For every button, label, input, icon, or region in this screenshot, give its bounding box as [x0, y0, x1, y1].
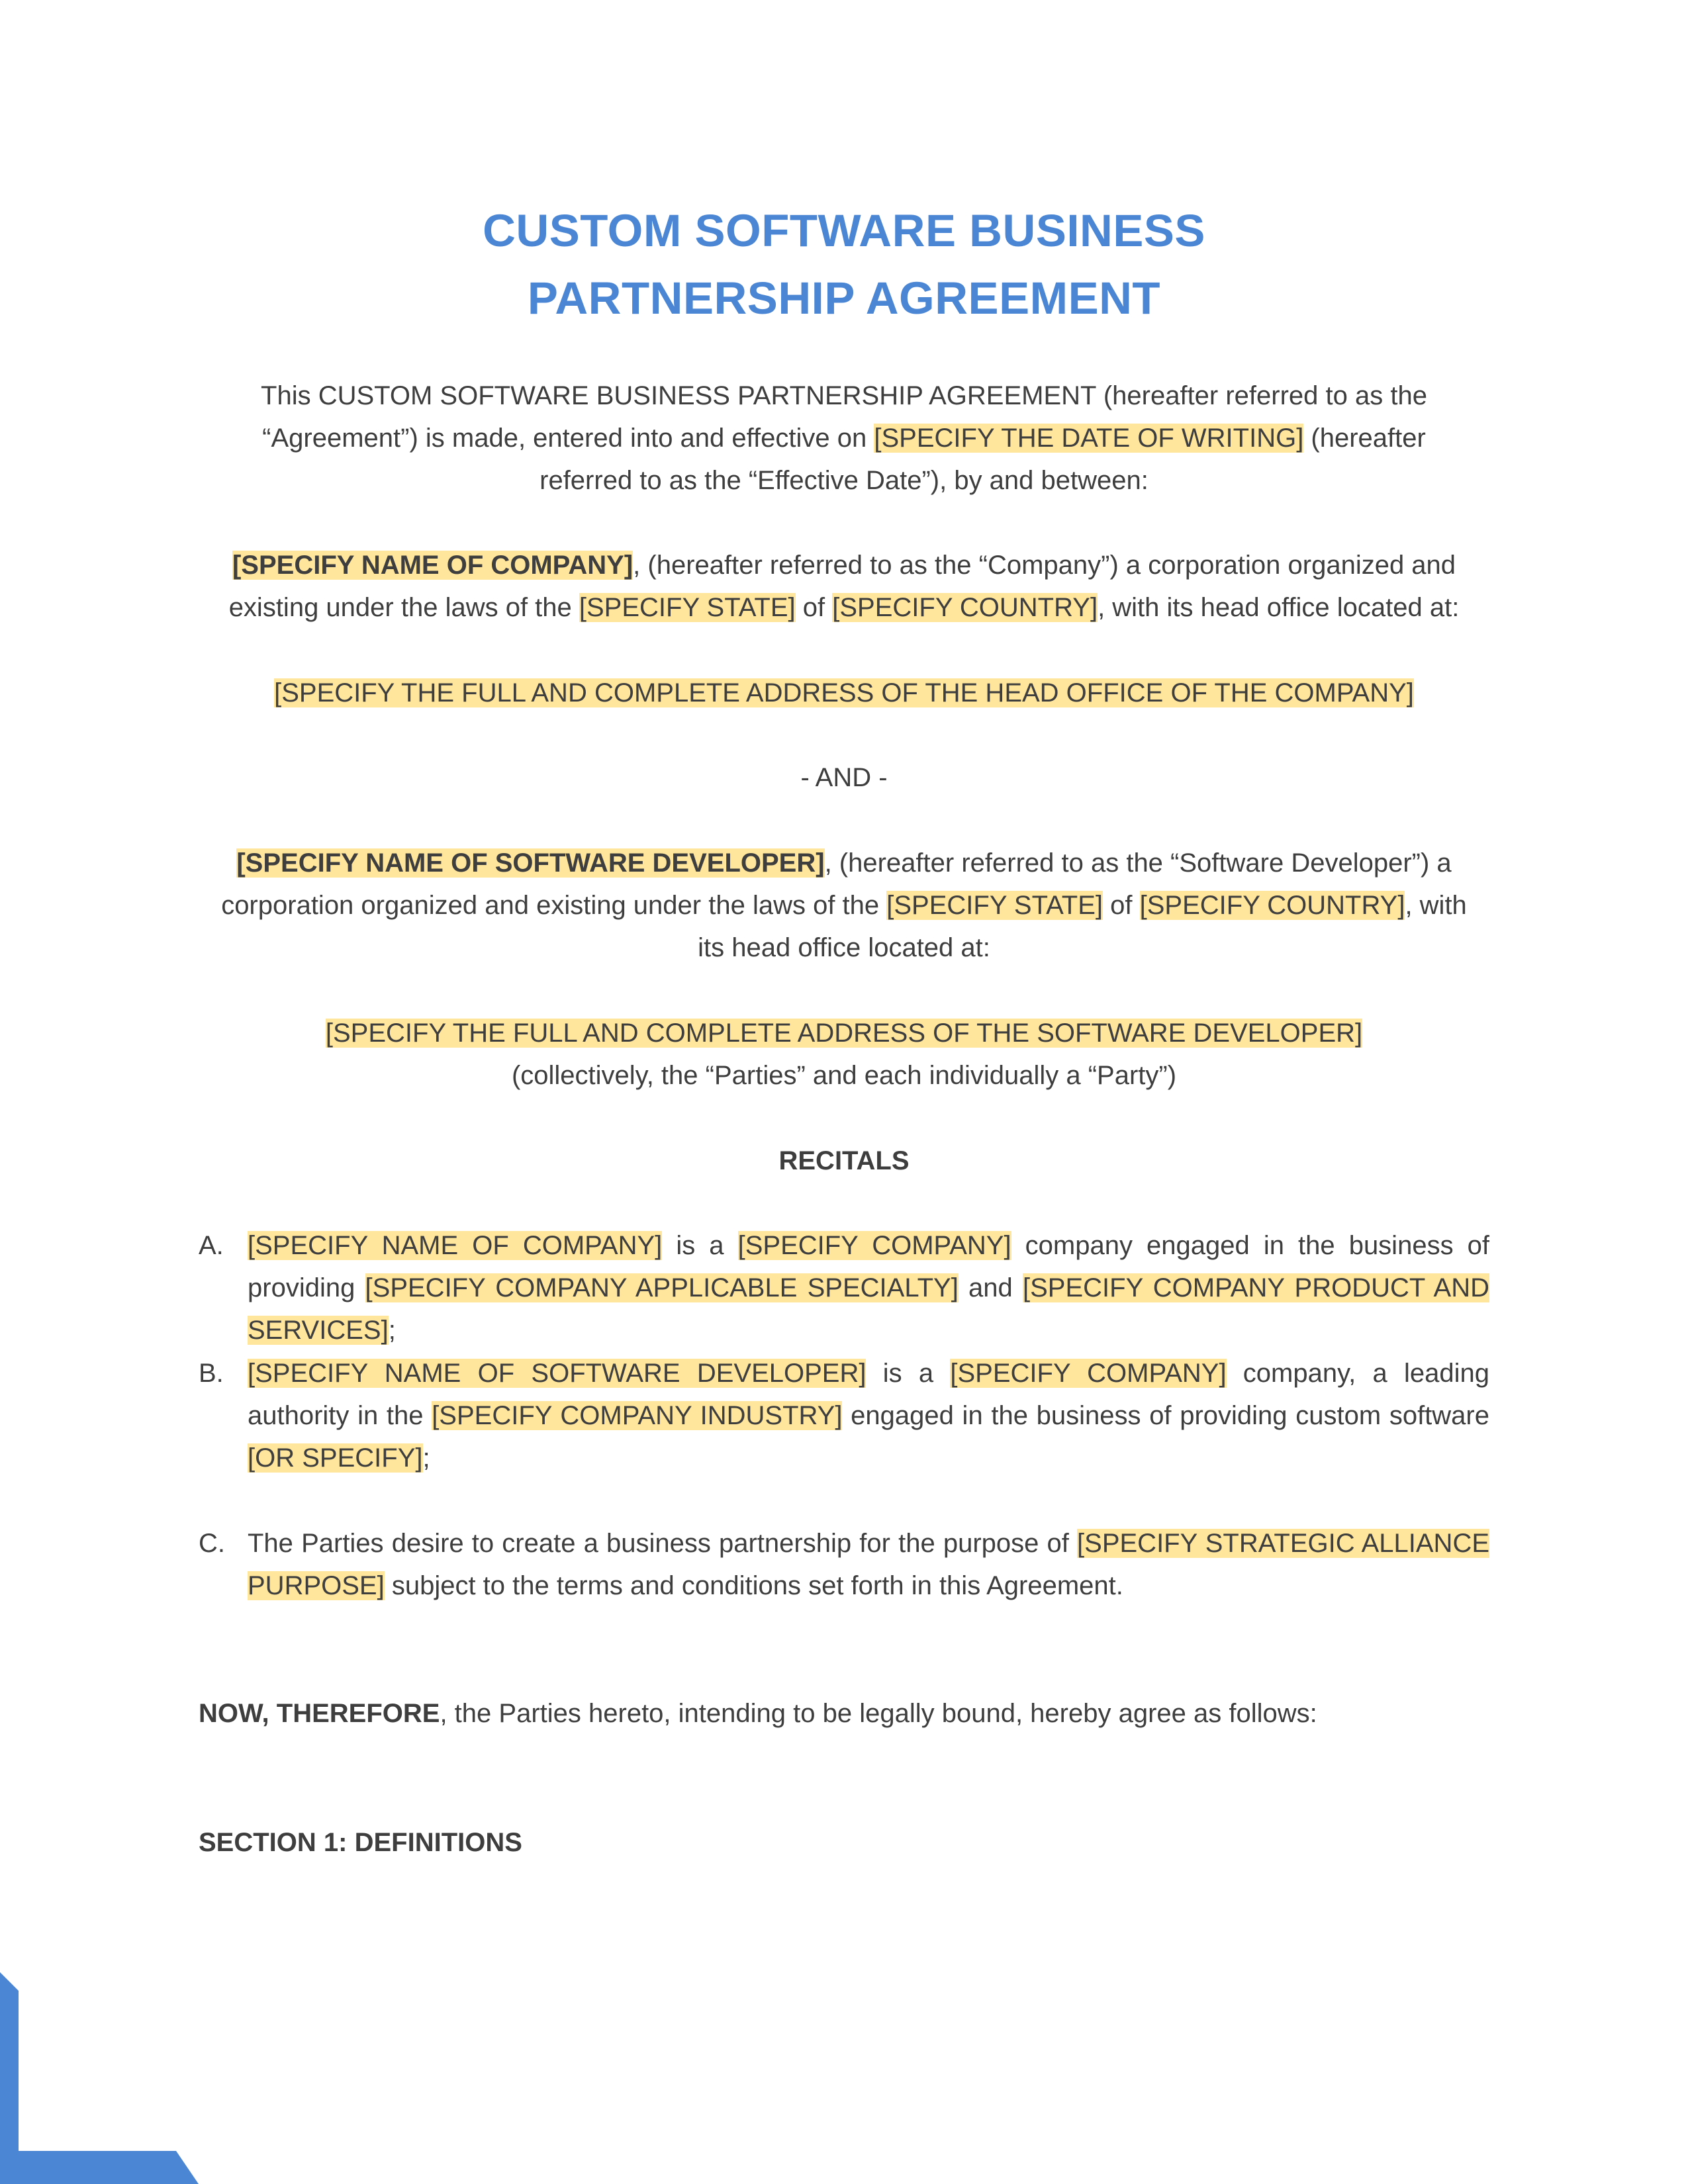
now-therefore-bold: NOW, THEREFORE	[199, 1699, 440, 1728]
placeholder-field: [SPECIFY COMPANY APPLICABLE SPECIALTY]	[365, 1273, 959, 1302]
recital-text-part: The Parties desire to create a business partnership for the purpose of	[248, 1529, 1078, 1558]
intro-line-1: This CUSTOM SOFTWARE BUSINESS PARTNERSHIP AGREEMENT (hereafter referred to as the	[261, 381, 1427, 410]
now-therefore-text: , the Parties hereto, intending to be legally bound, hereby agree as follows:	[440, 1699, 1317, 1728]
company-text: existing under the laws of the	[228, 593, 579, 622]
company-text: , with its head office located at:	[1098, 593, 1460, 622]
developer-address-line	[199, 1012, 1489, 1054]
title-line-2: PARTNERSHIP AGREEMENT	[527, 273, 1161, 324]
company-text: of	[795, 593, 833, 622]
title-line-1: CUSTOM SOFTWARE BUSINESS	[483, 205, 1205, 256]
placeholder-field: [SPECIFY NAME OF COMPANY]	[248, 1231, 663, 1260]
company-country-placeholder: [SPECIFY COUNTRY]	[832, 593, 1098, 622]
recital-marker: C.	[199, 1529, 225, 1558]
recital-text	[248, 1352, 1489, 1479]
developer-paragraph	[199, 842, 1489, 969]
corner-accent-graphic	[0, 1972, 212, 2184]
intro-text: (hereafter	[1303, 424, 1426, 453]
developer-country-placeholder: [SPECIFY COUNTRY]	[1139, 891, 1405, 920]
recital-text-part: and	[958, 1273, 1023, 1302]
document-title	[199, 197, 1489, 332]
developer-address-placeholder: [SPECIFY THE FULL AND COMPLETE ADDRESS OF THE SOFTWARE DEVELOPER]	[325, 1019, 1363, 1048]
developer-name-placeholder: [SPECIFY NAME OF SOFTWARE DEVELOPER]	[236, 848, 825, 878]
recital-marker: A.	[199, 1231, 224, 1260]
recital-text-part: ;	[422, 1443, 430, 1473]
recital-marker: B.	[199, 1359, 224, 1388]
recital-text-part: company engaged in the business of providing	[248, 1231, 1489, 1302]
company-paragraph	[199, 544, 1489, 629]
developer-text: , (hereafter referred to as the “Software Developer”) a	[824, 848, 1452, 878]
company-name-placeholder: [SPECIFY NAME OF COMPANY]	[232, 551, 633, 580]
recital-text	[248, 1522, 1489, 1607]
company-line-1	[199, 544, 1489, 586]
company-address-line	[199, 672, 1489, 714]
recital-text-part: is a	[866, 1359, 951, 1388]
section-1-heading: SECTION 1: DEFINITIONS	[199, 1828, 522, 1857]
recital-text	[248, 1224, 1489, 1351]
now-therefore-clause	[199, 1692, 1489, 1735]
company-state-placeholder: [SPECIFY STATE]	[579, 593, 796, 622]
intro-paragraph	[199, 375, 1489, 502]
corner-accent-shape	[0, 1972, 199, 2184]
recitals-heading: RECITALS	[778, 1146, 910, 1175]
recital-text-part: is a	[662, 1231, 738, 1260]
company-address-placeholder: [SPECIFY THE FULL AND COMPLETE ADDRESS OF THE HEAD OFFICE OF THE COMPANY]	[274, 678, 1414, 707]
recital-text-part: engaged in the business of providing custom software	[842, 1401, 1489, 1430]
company-text: , (hereafter referred to as the “Company”) a corporation organized and	[633, 551, 1456, 580]
developer-address-block	[199, 1012, 1489, 1097]
intro-line-2	[199, 417, 1489, 459]
date-placeholder: [SPECIFY THE DATE OF WRITING]	[874, 424, 1304, 453]
collective-parties-note: (collectively, the “Parties” and each individually a “Party”)	[511, 1061, 1177, 1090]
and-separator: - AND -	[800, 763, 888, 792]
recital-text-part: subject to the terms and conditions set forth in this Agreement.	[384, 1571, 1123, 1600]
placeholder-field: [SPECIFY COMPANY]	[737, 1231, 1011, 1260]
developer-text: of	[1103, 891, 1140, 920]
developer-line-3: its head office located at:	[698, 933, 990, 962]
placeholder-field: [SPECIFY COMPANY INDUSTRY]	[432, 1401, 843, 1430]
placeholder-field: [OR SPECIFY]	[248, 1443, 423, 1473]
intro-text: “Agreement”) is made, entered into and effective on	[262, 424, 874, 453]
company-line-2	[199, 586, 1489, 629]
placeholder-field: [SPECIFY COMPANY PRODUCT AND SERVICES]	[248, 1273, 1490, 1345]
developer-text: corporation organized and existing under the laws of the	[221, 891, 887, 920]
placeholder-field: [SPECIFY STRATEGIC ALLIANCE PURPOSE]	[248, 1529, 1490, 1600]
developer-line-1	[199, 842, 1489, 884]
placeholder-field: [SPECIFY NAME OF SOFTWARE DEVELOPER]	[248, 1359, 867, 1388]
developer-text: , with	[1405, 891, 1467, 920]
developer-state-placeholder: [SPECIFY STATE]	[886, 891, 1103, 920]
recital-text-part: ;	[388, 1316, 396, 1345]
placeholder-field: [SPECIFY COMPANY]	[950, 1359, 1227, 1388]
developer-line-2	[199, 884, 1489, 927]
intro-line-3: referred to as the “Effective Date”), by and between:	[539, 466, 1149, 495]
recital-text-part: company, a leading authority in the	[248, 1359, 1490, 1430]
